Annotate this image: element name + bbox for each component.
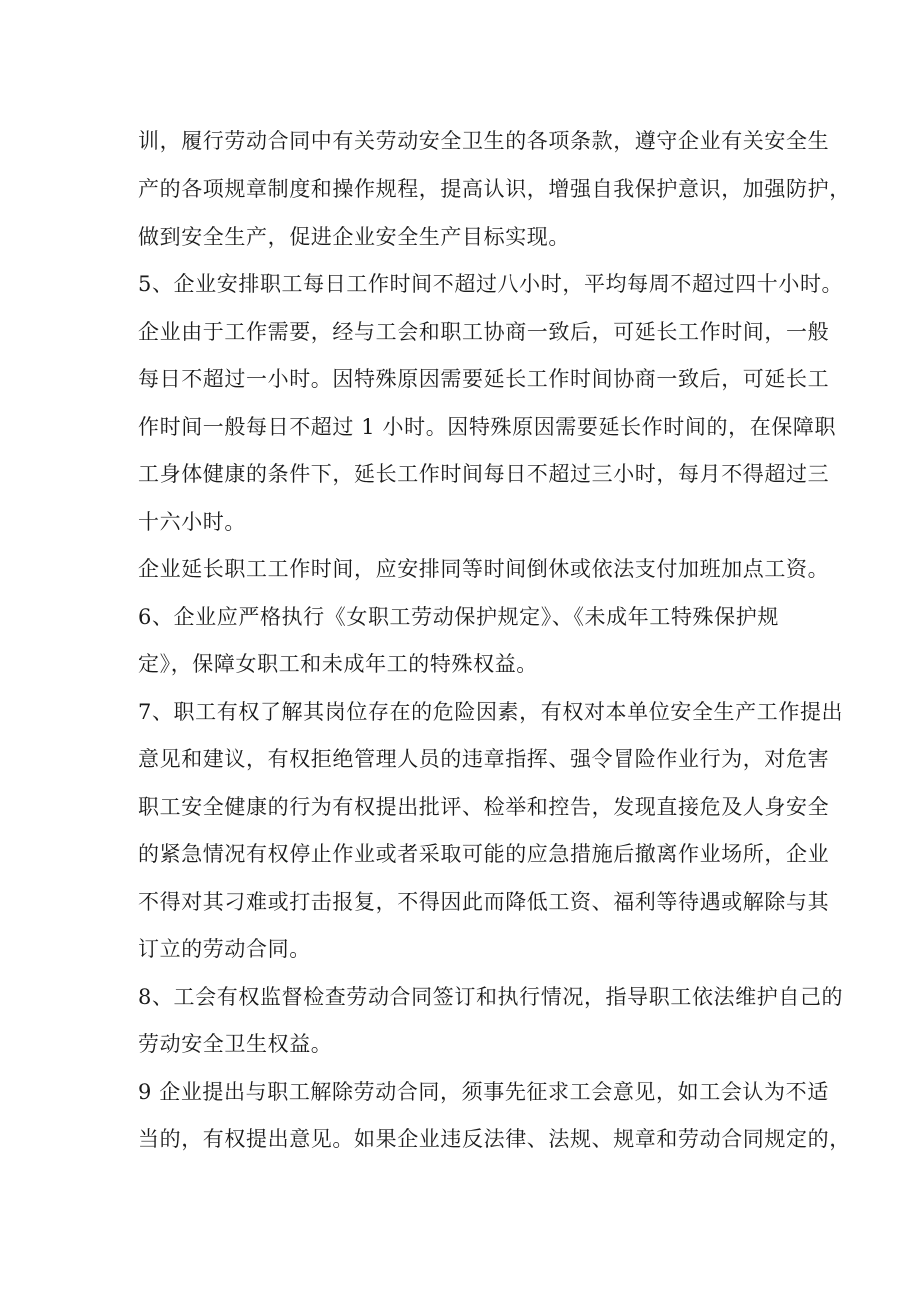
text-line: 定》，保障女职工和未成年工的特殊权益。 bbox=[138, 652, 538, 676]
text-line: 每日不超过一小时。因特殊原因需要延长工作时间协商一致后，可延长工 bbox=[138, 367, 830, 391]
text-line: 订立的劳动合同。 bbox=[138, 937, 311, 961]
text-line: 9 企业提出与职工解除劳动合同，须事先征求工会意见，如工会认为不适 bbox=[138, 1080, 829, 1104]
text-line: 职工安全健康的行为有权提出批评、检举和控告，发现直接危及人身安全 bbox=[138, 795, 830, 819]
text-line: 企业由于工作需要，经与工会和职工协商一致后，可延长工作时间，一般 bbox=[138, 320, 830, 344]
text-line: 做到安全生产，促进企业安全生产目标实现。 bbox=[138, 225, 570, 249]
text-line: 5、企业安排职工每日工作时间不超过八小时，平均每周不超过四十小时。 bbox=[138, 272, 844, 296]
text-line: 训，履行劳动合同中有关劳动安全卫生的各项条款，遵守企业有关安全生 bbox=[138, 129, 830, 153]
text-line: 十六小时。 bbox=[138, 510, 246, 534]
text-line: 意见和建议，有权拒绝管理人员的违章指挥、强令冒险作业行为，对危害 bbox=[138, 747, 830, 771]
text-line: 当的，有权提出意见。如果企业违反法律、法规、规章和劳动合同规定的， bbox=[138, 1127, 851, 1151]
text-line: 产的各项规章制度和操作规程，提高认识，增强自我保护意识，加强防护， bbox=[138, 177, 851, 201]
text-line: 8、工会有权监督检查劳动合同签订和执行情况，指导职工依法维护自己的 bbox=[138, 985, 844, 1009]
text-line: 工身体健康的条件下，延长工作时间每日不超过三小时，每月不得超过三 bbox=[138, 462, 830, 486]
text-line: 作时间一般每日不超过 1 小时。因特殊原因需要延长作时间的，在保障职 bbox=[138, 415, 837, 439]
text-line: 企业延长职工工作时间，应安排同等时间倒休或依法支付加班加点工资。 bbox=[138, 557, 830, 581]
text-line: 劳动安全卫生权益。 bbox=[138, 1032, 333, 1056]
text-line: 7、职工有权了解其岗位存在的危险因素，有权对本单位安全生产工作提出 bbox=[138, 700, 844, 724]
text-line: 的紧急情况有权停止作业或者采取可能的应急措施后撤离作业场所，企业 bbox=[138, 842, 830, 866]
text-line: 不得对其刁难或打击报复，不得因此而降低工资、福利等待遇或解除与其 bbox=[138, 890, 830, 914]
text-line: 6、企业应严格执行《女职工劳动保护规定》、《未成年工特殊保护规 bbox=[138, 605, 779, 629]
